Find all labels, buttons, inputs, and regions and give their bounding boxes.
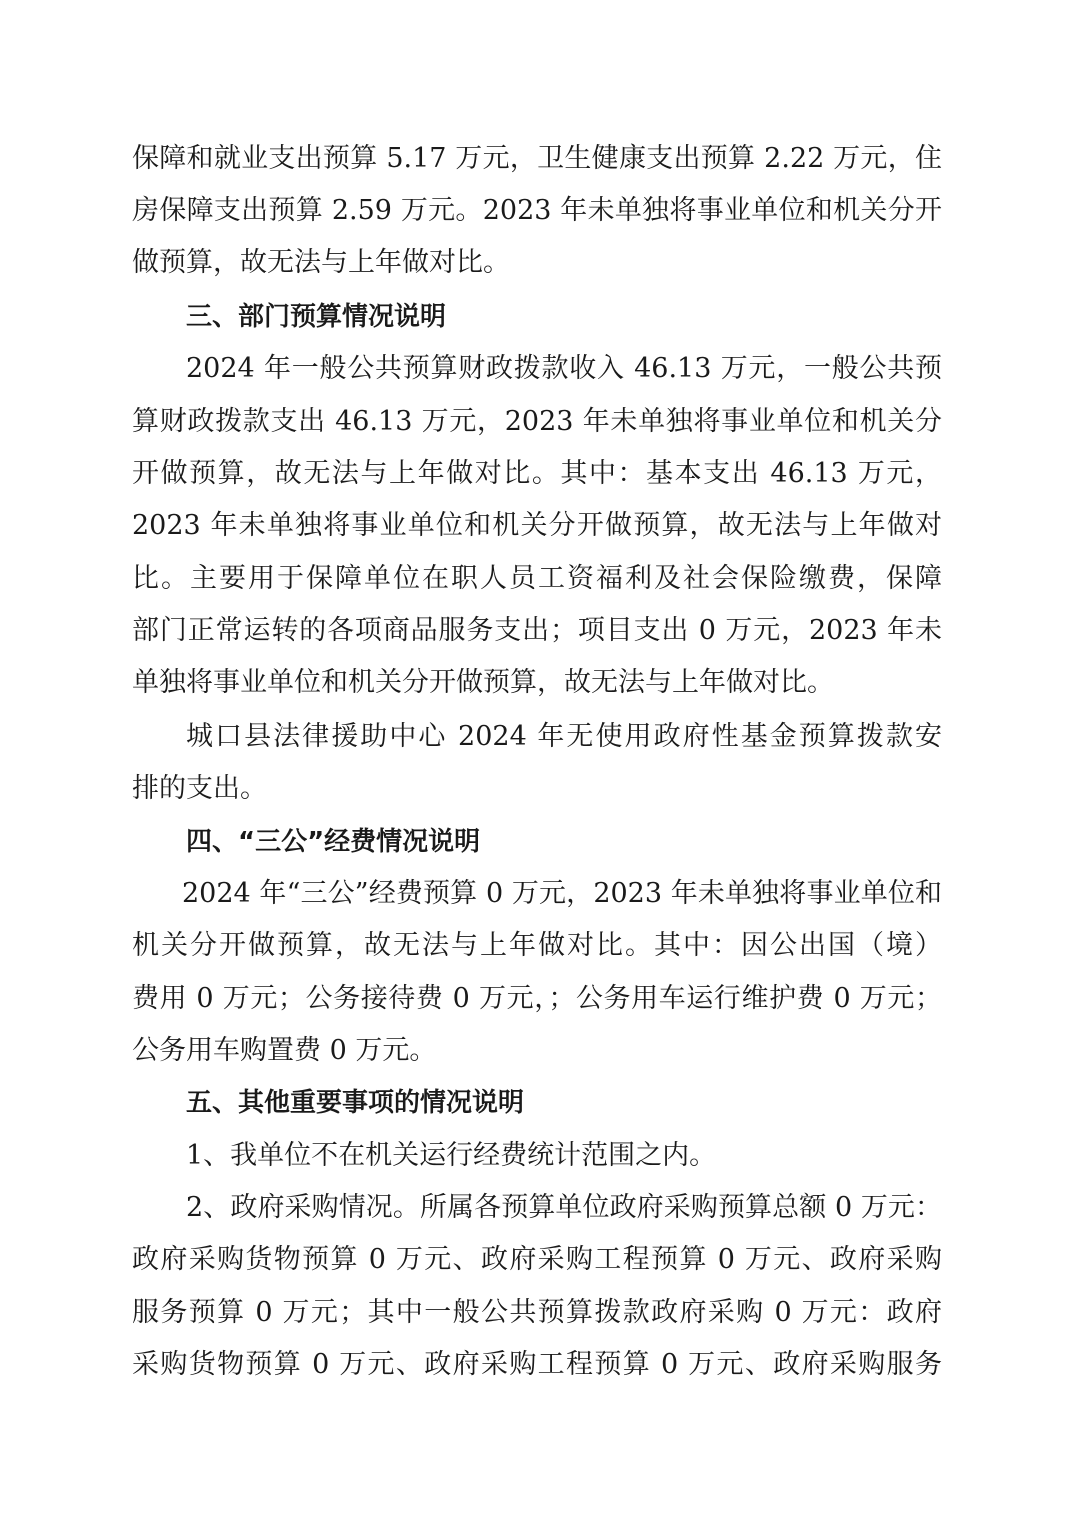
paragraph-line: 服务预算 0 万元；其中一般公共预算拨款政府采购 0 万元：政府 xyxy=(132,1297,942,1328)
paragraph-line: 部门正常运转的各项商品服务支出；项目支出 0 万元，2023 年未 xyxy=(132,615,942,646)
paragraph-line: 城口县法律援助中心 2024 年无使用政府性基金预算拨款安 xyxy=(186,721,942,752)
paragraph-line: 机关分开做预算，故无法与上年做对比。其中：因公出国（境） xyxy=(132,930,942,961)
paragraph-line: 2024 年“三公”经费预算 0 万元，2023 年未单独将事业单位和 xyxy=(182,878,942,909)
paragraph-line: 单独将事业单位和机关分开做预算，故无法与上年做对比。 xyxy=(132,667,834,698)
paragraph-line: 政府采购货物预算 0 万元、政府采购工程预算 0 万元、政府采购 xyxy=(132,1244,942,1275)
paragraph-line: 2023 年未单独将事业单位和机关分开做预算，故无法与上年做对 xyxy=(132,510,942,541)
paragraph-line: 公务用车购置费 0 万元。 xyxy=(132,1035,437,1066)
section-heading: 三、部门预算情况说明 xyxy=(186,302,447,332)
paragraph-line: 比。主要用于保障单位在职人员工资福利及社会保险缴费，保障 xyxy=(132,563,942,594)
section-heading: 五、其他重要事项的情况说明 xyxy=(186,1088,525,1118)
paragraph-line: 1、我单位不在机关运行经费统计范围之内。 xyxy=(186,1140,717,1171)
section-heading: 四、“三公”经费情况说明 xyxy=(186,827,481,857)
paragraph-line: 开做预算，故无法与上年做对比。其中：基本支出 46.13 万元， xyxy=(132,458,942,489)
paragraph-line: 算财政拨款支出 46.13 万元，2023 年未单独将事业单位和机关分 xyxy=(132,406,942,437)
paragraph-line: 采购货物预算 0 万元、政府采购工程预算 0 万元、政府采购服务 xyxy=(132,1349,942,1380)
paragraph-line: 2024 年一般公共预算财政拨款收入 46.13 万元，一般公共预 xyxy=(186,353,942,384)
paragraph-line: 保障和就业支出预算 5.17 万元，卫生健康支出预算 2.22 万元，住 xyxy=(132,143,942,174)
paragraph-line: 排的支出。 xyxy=(132,773,267,804)
paragraph-line: 费用 0 万元；公务接待费 0 万元，；公务用车运行维护费 0 万元； xyxy=(132,983,942,1014)
paragraph-line: 2、政府采购情况。所属各预算单位政府采购预算总额 0 万元： xyxy=(186,1192,942,1223)
paragraph-line: 房保障支出预算 2.59 万元。2023 年未单独将事业单位和机关分开 xyxy=(132,195,942,226)
paragraph-line: 做预算，故无法与上年做对比。 xyxy=(132,247,510,278)
